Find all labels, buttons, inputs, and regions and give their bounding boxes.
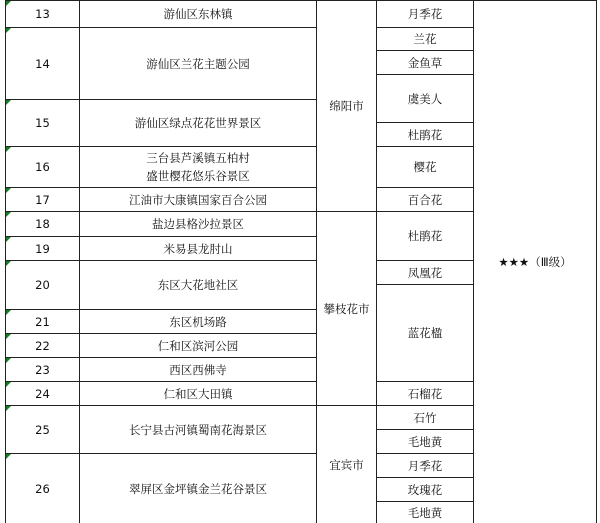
location-name: 翠屏区金坪镇金兰花谷景区 [129,481,267,496]
row-number: 26 [35,481,50,496]
row-number: 14 [35,56,50,71]
flower-name: 杜鹃花 [407,127,443,142]
location-name: 米易县龙肘山 [163,241,233,256]
row-number: 21 [35,314,50,329]
location-name-line: 三台县芦溪镇五柏村 [146,151,250,165]
location-name: 东区机场路 [169,314,227,329]
flower-name: 樱花 [413,160,437,174]
location-name: 仁和区滨河公园 [157,338,239,353]
location-name: 江油市大康镇国家百合公园 [129,192,267,207]
flower-name: 毛地黄 [407,505,443,520]
location-name-line: 盛世樱花悠乐谷景区 [146,169,250,183]
flower-name: 凤凰花 [407,265,443,280]
location-name: 长宁县古河镇蜀南花海景区 [129,422,267,437]
row-number: 22 [35,338,50,353]
flower-name: 玫瑰花 [407,482,443,497]
flower-name: 金鱼草 [407,55,443,70]
row-number: 18 [35,217,50,231]
flower-name: 月季花 [407,7,443,21]
row-number: 17 [35,192,50,207]
flower-name: 月季花 [407,458,443,473]
location-name: 游仙区东林镇 [163,7,233,21]
flower-name: 杜鹃花 [407,229,443,243]
row-number: 20 [35,278,50,292]
row-number: 13 [35,7,50,21]
row-number: 16 [35,160,50,174]
location-name: 仁和区大田镇 [163,386,233,401]
location-name: 游仙区兰花主题公园 [146,56,250,71]
flower-name: 虞美人 [407,91,443,106]
flower-name: 兰花 [413,32,437,46]
city-name: 宜宾市 [329,457,364,472]
flower-name: 石榴花 [407,386,443,401]
flower-name: 百合花 [407,192,443,207]
level-rating: ★★★（Ⅲ级） [498,255,572,269]
flower-name: 毛地黄 [407,434,443,449]
city-name: 攀枝花市 [323,301,370,316]
location-name: 东区大花地社区 [157,278,239,292]
location-name [80,147,316,187]
grid-line [596,0,597,523]
location-name: 游仙区绿点花花世界景区 [134,116,262,130]
row-number: 15 [35,116,50,130]
city-name: 绵阳市 [329,99,364,113]
location-name: 西区西佛寺 [169,362,227,377]
location-name: 盐边县格沙拉景区 [152,217,244,231]
row-number: 24 [35,386,50,401]
flower-name: 石竹 [413,410,437,425]
flower-name: 蓝花楹 [407,326,443,340]
row-number: 23 [35,362,50,377]
row-number: 19 [35,241,50,256]
row-number: 25 [35,422,50,437]
